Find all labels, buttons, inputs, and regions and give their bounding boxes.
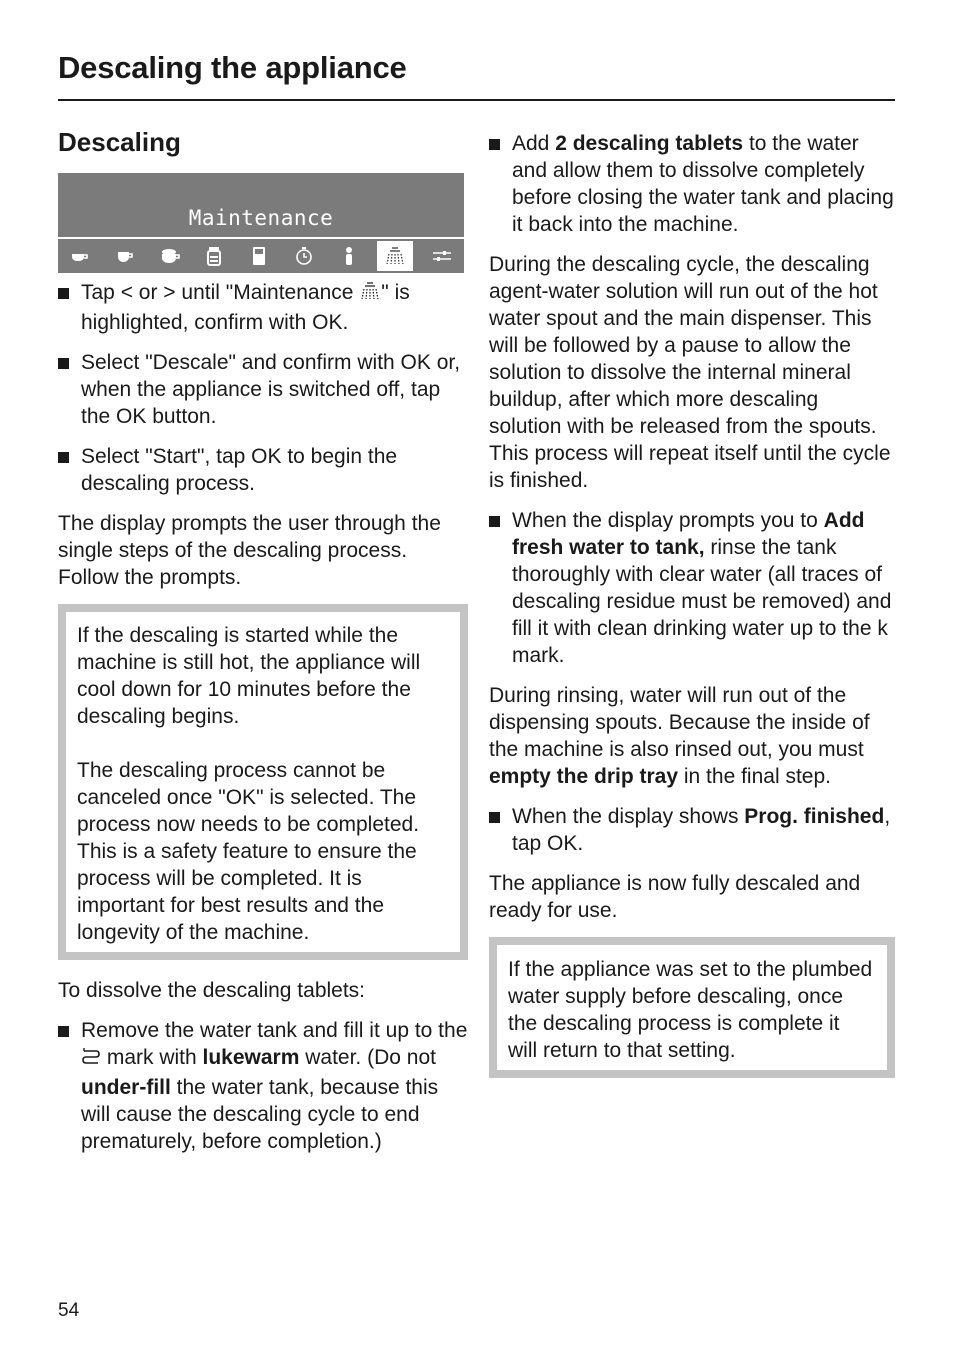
note-box-left bbox=[58, 604, 468, 960]
note-cannot-cancel: The descaling process cannot be canceled once "OK" is selected. The process now needs to be completed. This is a safety feature to ensure the process will be completed. It is important for best results and the longevity of the machine. bbox=[77, 759, 420, 944]
coffee-icon bbox=[109, 241, 141, 271]
right-column bbox=[489, 130, 895, 1095]
display-label: Maintenance bbox=[188, 206, 334, 230]
settings-icon bbox=[426, 241, 458, 271]
paragraph-ready: The appliance is now fully descaled and ready for use. bbox=[489, 872, 861, 922]
maintenance-icon bbox=[377, 241, 413, 271]
milk-jug-icon bbox=[198, 241, 230, 271]
section-heading: Descaling bbox=[58, 127, 181, 157]
step-prog-finished: When the display shows Prog. finished, tap OK. bbox=[489, 803, 895, 857]
fill-mark-icon bbox=[81, 1047, 101, 1074]
user-icon bbox=[333, 241, 365, 271]
paragraph-descaling-cycle: During the descaling cycle, the descaling agent-water solution will run out of the hot water spout and the main dispenser. This will be followed by a pause to allow the solution to dissolve the internal mineral buildup, after which more descaling solution with be released from the spouts. This process will repeat itself until the cycle is finished. bbox=[489, 253, 891, 492]
step-select-descale: Select "Descale" and confirm with OK or, when the appliance is switched off, tap the OK button. bbox=[58, 349, 468, 430]
display-icon-row bbox=[58, 239, 464, 273]
title-rule bbox=[58, 99, 895, 101]
page-number: 54 bbox=[58, 1300, 80, 1321]
step-fill-tank: Remove the water tank and fill it up to the mark with lukewarm water. (Do not under-fill the water tank, because this will cause the descaling cycle to end prematurely, before completion.) bbox=[58, 1017, 468, 1155]
cappuccino-icon bbox=[154, 241, 186, 271]
step-add-tablets: Add 2 descaling tablets to the water and allow them to dissolve completely before closing the water tank and placing it back into the machine. bbox=[489, 130, 895, 238]
paragraph-prompts: The display prompts the user through the single steps of the descaling process. Follow the prompts. bbox=[58, 512, 441, 589]
step-select-start: Select "Start", tap OK to begin the descaling process. bbox=[58, 443, 468, 497]
page-title: Descaling the appliance bbox=[58, 50, 407, 85]
note-box-right bbox=[489, 937, 895, 1078]
note-plumbed-supply: If the appliance was set to the plumbed water supply before descaling, once the descaling process is complete it will return to that setting. bbox=[508, 958, 873, 1062]
step-select-maintenance: Tap < or > until "Maintenance " is highlighted, confirm with OK. bbox=[58, 279, 468, 336]
left-column bbox=[58, 125, 468, 1168]
timer-icon bbox=[288, 241, 320, 271]
maintenance-icon bbox=[359, 280, 381, 309]
maintenance-display bbox=[58, 173, 464, 273]
step-add-fresh-water: When the display prompts you to Add fresh water to tank, rinse the tank thoroughly with clear water (all traces of descaling residue must be removed) and fill it with clean drinking water up to the k mark. bbox=[489, 507, 895, 669]
paragraph-dissolve: To dissolve the descaling tablets: bbox=[58, 979, 366, 1002]
note-cool-down: If the descaling is started while the machine is still hot, the appliance will cool down for 10 minutes before the descaling begins. bbox=[77, 624, 421, 728]
espresso-icon bbox=[64, 241, 96, 271]
paragraph-rinsing: During rinsing, water will run out of the dispensing spouts. Because the inside of the machine is also rinsed out, you must empty the drip tray in the final step. bbox=[489, 684, 870, 788]
hot-water-icon bbox=[243, 241, 275, 271]
